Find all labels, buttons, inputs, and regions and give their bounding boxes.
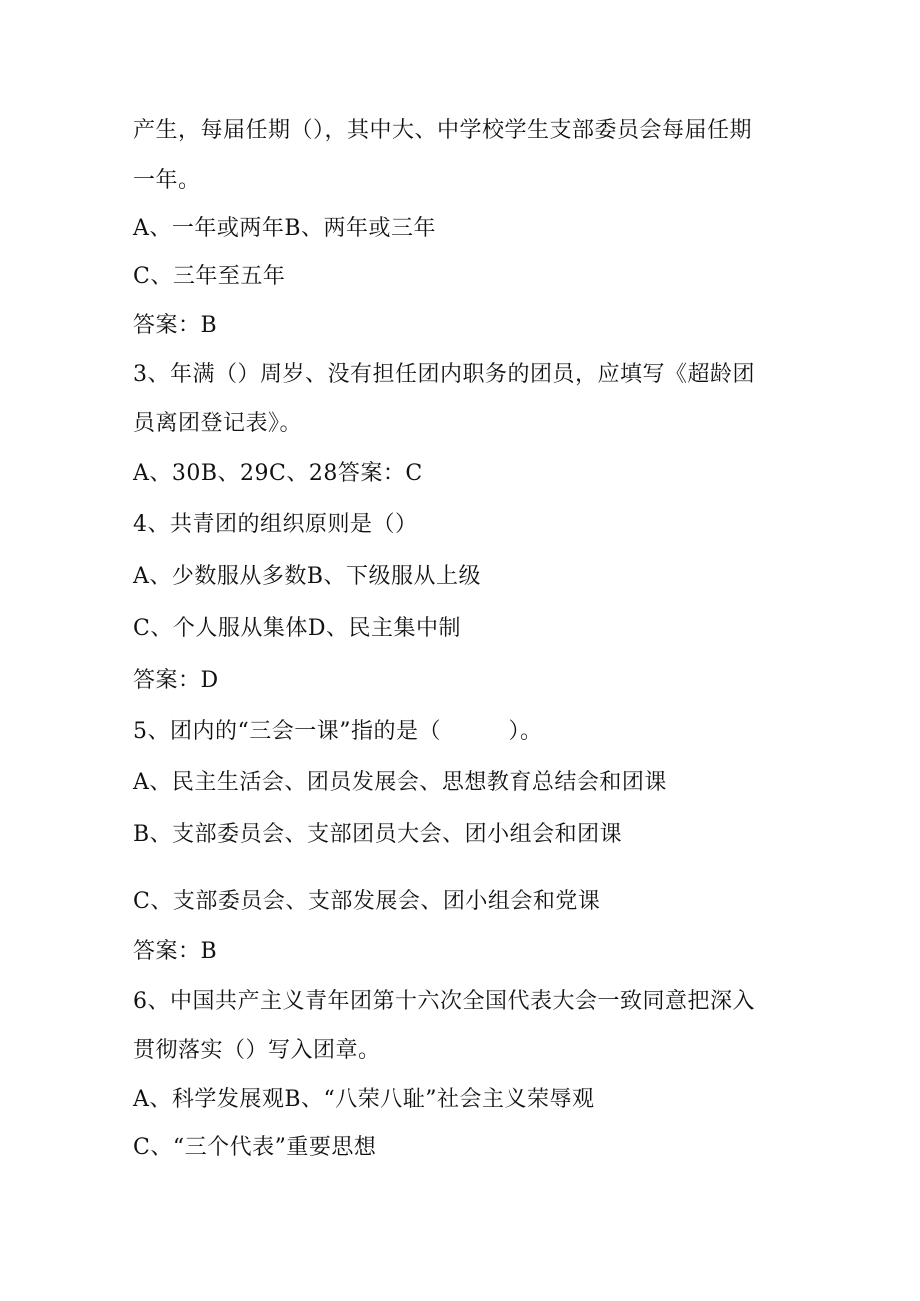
question-4-answer: 答案：D <box>133 668 219 693</box>
question-5-answer: 答案：B <box>133 939 218 964</box>
question-5-option-c: C、支部委员会、支部发展会、团小组会和党课 <box>133 889 601 914</box>
question-5-option-a: A、民主生活会、团员发展会、思想教育总结会和团课 <box>133 770 667 795</box>
question-2-stem-line-2: 一年。 <box>133 168 201 193</box>
question-3-stem-line-2: 员离团登记表》。 <box>133 411 303 436</box>
question-2-answer: 答案：B <box>133 313 218 338</box>
question-5-stem: 5、团内的“三会一课”指的是（ ）。 <box>133 719 543 744</box>
question-4-options-cd: C、个人服从集体D、民主集中制 <box>133 616 461 641</box>
question-2-options-ab: A、一年或两年B、两年或三年 <box>133 216 437 241</box>
question-6-stem-line-1: 6、中国共产主义青年团第十六次全国代表大会一致同意把深入 <box>133 989 755 1014</box>
question-4-options-ab: A、少数服从多数B、下级服从上级 <box>133 564 482 589</box>
question-6-stem-line-2: 贯彻落实（）写入团章。 <box>133 1038 381 1063</box>
question-4-stem: 4、共青团的组织原则是（） <box>133 512 418 537</box>
question-5-option-b: B、支部委员会、支部团员大会、团小组会和团课 <box>133 822 623 847</box>
question-2-stem-line-1: 产生，每届任期（），其中大、中学校学生支部委员会每届任期 <box>133 118 753 143</box>
question-6-option-c: C、“三个代表”重要思想 <box>133 1135 377 1160</box>
question-6-options-ab: A、科学发展观B、“八荣八耻”社会主义荣辱观 <box>133 1087 595 1112</box>
question-3-options-answer: A、30B、29C、28答案：C <box>133 461 423 486</box>
question-3-stem-line-1: 3、年满（）周岁、没有担任团内职务的团员，应填写《超龄团 <box>133 362 755 387</box>
question-2-option-c: C、三年至五年 <box>133 264 286 289</box>
